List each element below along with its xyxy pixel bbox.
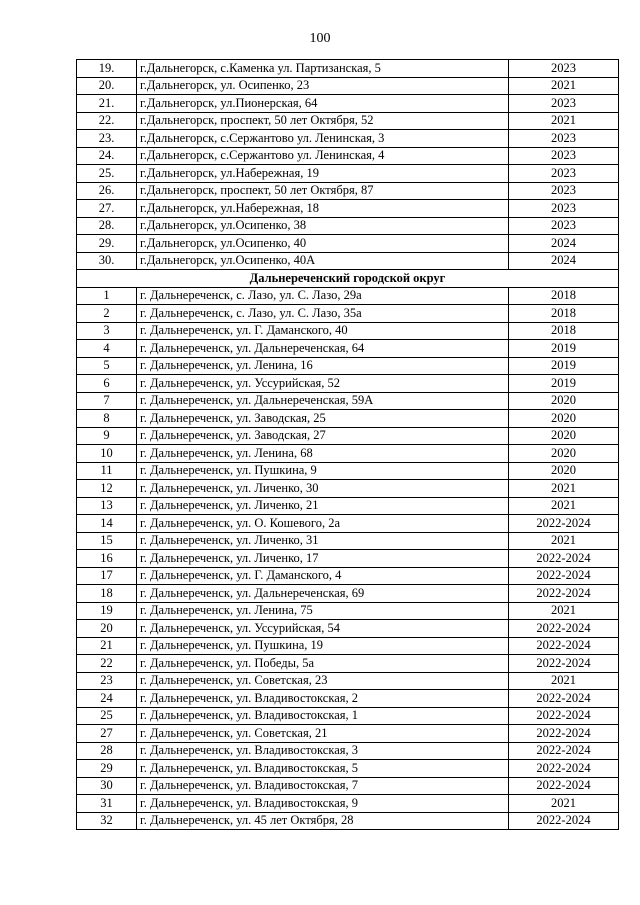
table-row — [77, 305, 619, 323]
row-number-cell: 25 — [77, 707, 137, 725]
address-cell: г. Дальнереченск, ул. Г. Даманского, 40 — [137, 322, 509, 340]
year-cell: 2019 — [509, 375, 619, 393]
table-row — [77, 462, 619, 480]
row-number-cell: 19. — [77, 60, 137, 78]
address-cell: г. Дальнереченск, ул. Владивостокская, 3 — [137, 742, 509, 760]
row-number-cell: 32 — [77, 812, 137, 830]
table-row — [77, 655, 619, 673]
address-cell: г. Дальнереченск, ул. Заводская, 25 — [137, 410, 509, 428]
year-cell: 2022-2024 — [509, 550, 619, 568]
table-row — [77, 777, 619, 795]
address-cell: г. Дальнереченск, ул. Г. Даманского, 4 — [137, 567, 509, 585]
table-row — [77, 375, 619, 393]
year-cell: 2020 — [509, 427, 619, 445]
row-number-cell: 24. — [77, 147, 137, 165]
table-row — [77, 812, 619, 830]
address-cell: г. Дальнереченск, ул. Владивостокская, 5 — [137, 760, 509, 778]
row-number-cell: 11 — [77, 462, 137, 480]
table-row — [77, 200, 619, 218]
address-cell: г.Дальнегорск, ул.Осипенко, 40А — [137, 252, 509, 270]
table-body-dalnegorsk — [77, 60, 619, 270]
section-title: Дальнереченский городской округ — [77, 270, 619, 288]
table-row — [77, 585, 619, 603]
address-cell: г. Дальнереченск, ул. Пушкина, 9 — [137, 462, 509, 480]
address-cell: г. Дальнереченск, ул. Ленина, 16 — [137, 357, 509, 375]
year-cell: 2023 — [509, 147, 619, 165]
address-cell: г. Дальнереченск, ул. Личенко, 17 — [137, 550, 509, 568]
row-number-cell: 19 — [77, 602, 137, 620]
row-number-cell: 10 — [77, 445, 137, 463]
row-number-cell: 25. — [77, 165, 137, 183]
year-cell: 2022-2024 — [509, 585, 619, 603]
table-row — [77, 567, 619, 585]
row-number-cell: 12 — [77, 480, 137, 498]
address-cell: г. Дальнереченск, ул. Ленина, 68 — [137, 445, 509, 463]
address-cell: г. Дальнереченск, ул. Ленина, 75 — [137, 602, 509, 620]
table-row — [77, 515, 619, 533]
row-number-cell: 21 — [77, 637, 137, 655]
address-cell: г. Дальнереченск, ул. Заводская, 27 — [137, 427, 509, 445]
row-number-cell: 29 — [77, 760, 137, 778]
year-cell: 2022-2024 — [509, 812, 619, 830]
year-cell: 2022-2024 — [509, 777, 619, 795]
row-number-cell: 27. — [77, 200, 137, 218]
year-cell: 2020 — [509, 445, 619, 463]
address-cell: г. Дальнереченск, ул. Владивостокская, 7 — [137, 777, 509, 795]
row-number-cell: 1 — [77, 287, 137, 305]
year-cell: 2024 — [509, 252, 619, 270]
table-row — [77, 322, 619, 340]
row-number-cell: 9 — [77, 427, 137, 445]
year-cell: 2022-2024 — [509, 742, 619, 760]
row-number-cell: 28. — [77, 217, 137, 235]
table-row — [77, 550, 619, 568]
row-number-cell: 21. — [77, 95, 137, 113]
table-body-dalnerechensk — [77, 287, 619, 830]
year-cell: 2020 — [509, 410, 619, 428]
year-cell: 2021 — [509, 602, 619, 620]
year-cell: 2022-2024 — [509, 620, 619, 638]
address-cell: г. Дальнереченск, ул. О. Кошевого, 2а — [137, 515, 509, 533]
row-number-cell: 30 — [77, 777, 137, 795]
year-cell: 2022-2024 — [509, 760, 619, 778]
row-number-cell: 24 — [77, 690, 137, 708]
row-number-cell: 4 — [77, 340, 137, 358]
row-number-cell: 14 — [77, 515, 137, 533]
address-cell: г.Дальнегорск, с.Каменка ул. Партизанская, 5 — [137, 60, 509, 78]
row-number-cell: 8 — [77, 410, 137, 428]
table-row — [77, 410, 619, 428]
table-row — [77, 725, 619, 743]
row-number-cell: 20. — [77, 77, 137, 95]
table-row — [77, 795, 619, 813]
year-cell: 2021 — [509, 112, 619, 130]
year-cell: 2018 — [509, 287, 619, 305]
address-cell: г. Дальнереченск, с. Лазо, ул. С. Лазо, 35а — [137, 305, 509, 323]
table-row — [77, 672, 619, 690]
table-row — [77, 707, 619, 725]
address-cell: г. Дальнереченск, ул. Владивостокская, 9 — [137, 795, 509, 813]
row-number-cell: 20 — [77, 620, 137, 638]
table-row — [77, 427, 619, 445]
year-cell: 2019 — [509, 340, 619, 358]
address-cell: г. Дальнереченск, с. Лазо, ул. С. Лазо, 29а — [137, 287, 509, 305]
address-cell: г. Дальнереченск, ул. Дальнереченская, 59А — [137, 392, 509, 410]
section-header-row — [77, 270, 619, 288]
address-cell: г. Дальнереченск, ул. Личенко, 30 — [137, 480, 509, 498]
row-number-cell: 22. — [77, 112, 137, 130]
address-cell: г. Дальнереченск, ул. Победы, 5а — [137, 655, 509, 673]
year-cell: 2022-2024 — [509, 515, 619, 533]
table-row — [77, 602, 619, 620]
address-cell: г.Дальнегорск, проспект, 50 лет Октября, 87 — [137, 182, 509, 200]
table-row — [77, 95, 619, 113]
year-cell: 2019 — [509, 357, 619, 375]
table-row — [77, 182, 619, 200]
table-row — [77, 690, 619, 708]
table-row — [77, 392, 619, 410]
row-number-cell: 18 — [77, 585, 137, 603]
table-row — [77, 760, 619, 778]
row-number-cell: 5 — [77, 357, 137, 375]
row-number-cell: 2 — [77, 305, 137, 323]
year-cell: 2021 — [509, 77, 619, 95]
address-cell: г. Дальнереченск, ул. Советская, 23 — [137, 672, 509, 690]
row-number-cell: 7 — [77, 392, 137, 410]
address-cell: г. Дальнереченск, ул. Личенко, 21 — [137, 497, 509, 515]
year-cell: 2023 — [509, 130, 619, 148]
row-number-cell: 16 — [77, 550, 137, 568]
address-cell: г. Дальнереченск, ул. Советская, 21 — [137, 725, 509, 743]
table-row — [77, 742, 619, 760]
row-number-cell: 13 — [77, 497, 137, 515]
row-number-cell: 17 — [77, 567, 137, 585]
row-number-cell: 29. — [77, 235, 137, 253]
year-cell: 2023 — [509, 165, 619, 183]
table-row — [77, 445, 619, 463]
row-number-cell: 28 — [77, 742, 137, 760]
address-cell: г.Дальнегорск, ул.Набережная, 19 — [137, 165, 509, 183]
table-row — [77, 130, 619, 148]
year-cell: 2021 — [509, 795, 619, 813]
section-header-group — [77, 270, 619, 288]
year-cell: 2022-2024 — [509, 707, 619, 725]
row-number-cell: 23. — [77, 130, 137, 148]
row-number-cell: 3 — [77, 322, 137, 340]
year-cell: 2022-2024 — [509, 690, 619, 708]
row-number-cell: 22 — [77, 655, 137, 673]
address-cell: г.Дальнегорск, ул.Набережная, 18 — [137, 200, 509, 218]
address-cell: г.Дальнегорск, ул.Пионерская, 64 — [137, 95, 509, 113]
row-number-cell: 15 — [77, 532, 137, 550]
year-cell: 2022-2024 — [509, 725, 619, 743]
address-cell: г. Дальнереченск, ул. Дальнереченская, 69 — [137, 585, 509, 603]
year-cell: 2022-2024 — [509, 655, 619, 673]
table-row — [77, 165, 619, 183]
year-cell: 2023 — [509, 200, 619, 218]
year-cell: 2021 — [509, 480, 619, 498]
address-cell: г.Дальнегорск, с.Сержантово ул. Ленинская, 3 — [137, 130, 509, 148]
year-cell: 2021 — [509, 532, 619, 550]
row-number-cell: 30. — [77, 252, 137, 270]
address-cell: г.Дальнегорск, с.Сержантово ул. Ленинская, 4 — [137, 147, 509, 165]
table-row — [77, 357, 619, 375]
row-number-cell: 27 — [77, 725, 137, 743]
year-cell: 2020 — [509, 392, 619, 410]
address-cell: г.Дальнегорск, ул. Осипенко, 23 — [137, 77, 509, 95]
address-cell: г. Дальнереченск, ул. Уссурийская, 54 — [137, 620, 509, 638]
address-cell: г.Дальнегорск, проспект, 50 лет Октября, 52 — [137, 112, 509, 130]
table-row — [77, 252, 619, 270]
year-cell: 2024 — [509, 235, 619, 253]
table-row — [77, 497, 619, 515]
address-cell: г. Дальнереченск, ул. Пушкина, 19 — [137, 637, 509, 655]
address-cell: г.Дальнегорск, ул.Осипенко, 38 — [137, 217, 509, 235]
year-cell: 2023 — [509, 60, 619, 78]
row-number-cell: 23 — [77, 672, 137, 690]
table-row — [77, 637, 619, 655]
year-cell: 2020 — [509, 462, 619, 480]
table-row — [77, 620, 619, 638]
year-cell: 2022-2024 — [509, 567, 619, 585]
year-cell: 2021 — [509, 497, 619, 515]
table-row — [77, 217, 619, 235]
address-cell: г.Дальнегорск, ул.Осипенко, 40 — [137, 235, 509, 253]
year-cell: 2023 — [509, 182, 619, 200]
table-row — [77, 112, 619, 130]
row-number-cell: 26. — [77, 182, 137, 200]
page-number: 100 — [309, 31, 331, 46]
table-row — [77, 60, 619, 78]
table-row — [77, 77, 619, 95]
year-cell: 2021 — [509, 672, 619, 690]
table-row — [77, 287, 619, 305]
table-row — [77, 235, 619, 253]
year-cell: 2023 — [509, 217, 619, 235]
row-number-cell: 6 — [77, 375, 137, 393]
address-cell: г. Дальнереченск, ул. Владивостокская, 2 — [137, 690, 509, 708]
address-cell: г. Дальнереченск, ул. 45 лет Октября, 28 — [137, 812, 509, 830]
year-cell: 2023 — [509, 95, 619, 113]
table-row — [77, 532, 619, 550]
year-cell: 2018 — [509, 322, 619, 340]
year-cell: 2022-2024 — [509, 637, 619, 655]
table-row — [77, 480, 619, 498]
address-cell: г. Дальнереченск, ул. Уссурийская, 52 — [137, 375, 509, 393]
row-number-cell: 31 — [77, 795, 137, 813]
address-cell: г. Дальнереченск, ул. Личенко, 31 — [137, 532, 509, 550]
table-row — [77, 147, 619, 165]
housing-registry-table — [76, 59, 619, 830]
address-cell: г. Дальнереченск, ул. Владивостокская, 1 — [137, 707, 509, 725]
year-cell: 2018 — [509, 305, 619, 323]
table-row — [77, 340, 619, 358]
address-cell: г. Дальнереченск, ул. Дальнереченская, 64 — [137, 340, 509, 358]
